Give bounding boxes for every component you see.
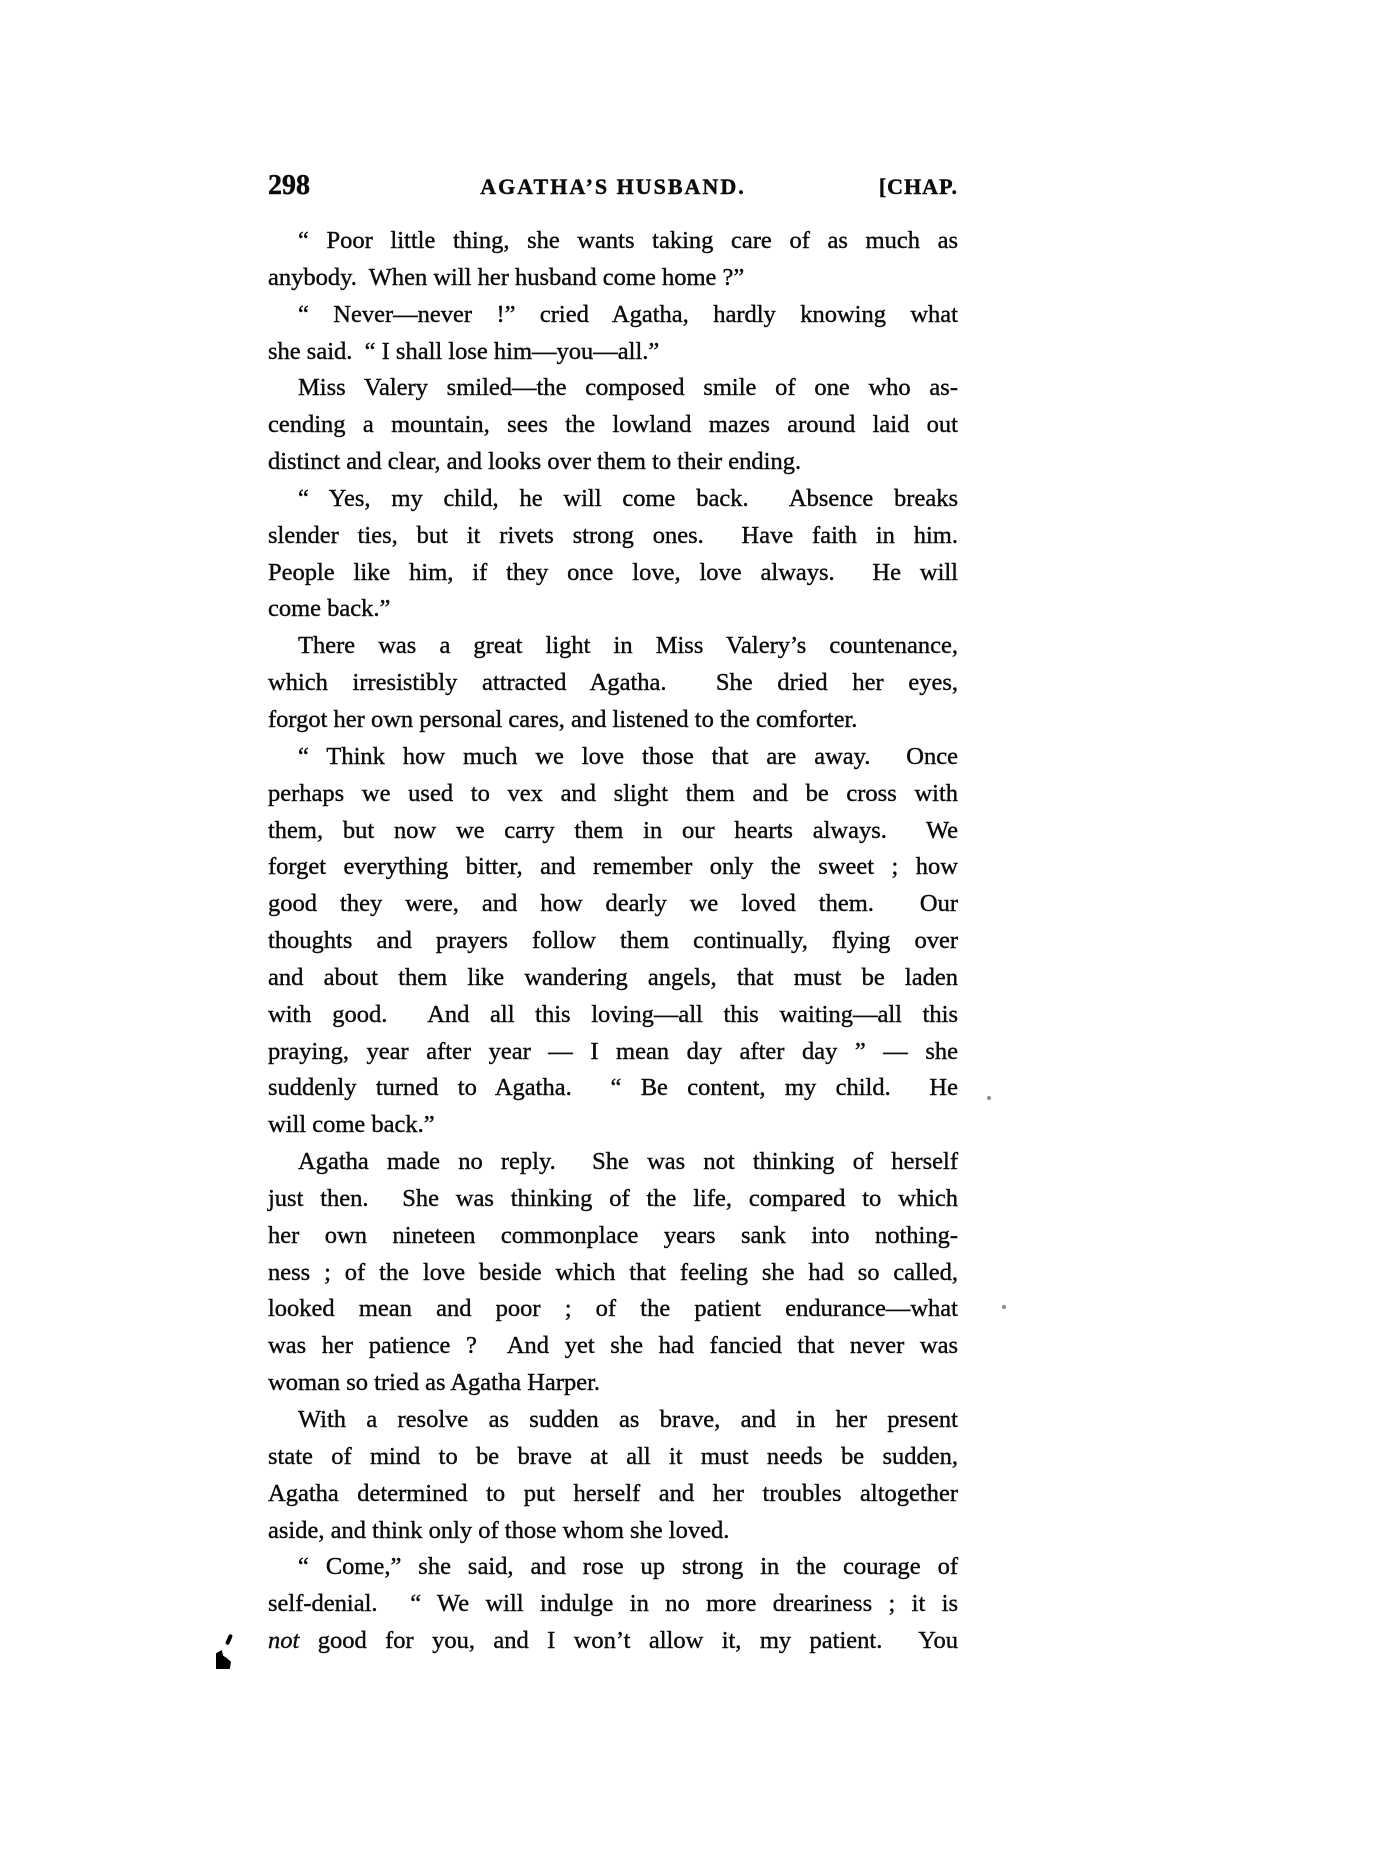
paragraph bbox=[268, 739, 958, 1144]
text-line: she said. “ I shall lose him—you—all.” bbox=[268, 337, 660, 365]
text-line: There was a great light in Miss Valery’s countenance, bbox=[298, 632, 958, 660]
text-line: good they were, and how dearly we loved them. Our bbox=[268, 890, 958, 918]
text-line: was her patience ? And yet she had fancied that never was bbox=[268, 1332, 958, 1360]
text-line: ness ; of the love beside which that feeling she had so called, bbox=[268, 1258, 958, 1286]
ink-smudge-blob bbox=[216, 1650, 231, 1669]
paragraph bbox=[268, 1549, 958, 1660]
text-line: cending a mountain, sees the lowland mazes around laid out bbox=[268, 411, 958, 439]
text-line: state of mind to be brave at all it must needs be sudden, bbox=[268, 1442, 958, 1470]
text-line: “ Yes, my child, he will come back. Absence breaks bbox=[298, 484, 958, 512]
text-line: forgot her own personal cares, and listened to the comforter. bbox=[268, 705, 858, 733]
text-line: Agatha made no reply. She was not thinking of herself bbox=[298, 1148, 958, 1176]
paragraph bbox=[268, 628, 958, 739]
text-line: “ Think how much we love those that are away. Once bbox=[298, 742, 958, 770]
text-line: perhaps we used to vex and slight them and be cross with bbox=[268, 779, 958, 807]
text-line: “ Come,” she said, and rose up strong in the courage of bbox=[298, 1553, 958, 1581]
text-line: which irresistibly attracted Agatha. She dried her eyes, bbox=[268, 669, 958, 697]
text-line: self-denial. “ We will indulge in no more dreariness ; it is bbox=[268, 1590, 958, 1618]
paragraph bbox=[268, 1402, 958, 1549]
text-line: come back.” bbox=[268, 595, 391, 623]
text-line: “ Poor little thing, she wants taking care of as much as bbox=[298, 227, 958, 254]
text-line: and about them like wandering angels, that must be laden bbox=[268, 963, 958, 991]
text-line: anybody. When will her husband come home ?” bbox=[268, 263, 745, 291]
text-line: distinct and clear, and looks over them to their ending. bbox=[268, 448, 802, 476]
text-line: not good for you, and I won’t allow it, my patient. You bbox=[268, 1627, 958, 1655]
text-line: aside, and think only of those whom she loved. bbox=[268, 1516, 730, 1544]
running-title: AGATHA’S HUSBAND. bbox=[480, 174, 746, 199]
paragraph bbox=[268, 481, 958, 628]
text-line: woman so tried as Agatha Harper. bbox=[268, 1369, 601, 1397]
ink-smudge-tick bbox=[225, 1634, 233, 1646]
paragraph bbox=[268, 370, 958, 481]
text-line: Miss Valery smiled—the composed smile of one who as- bbox=[298, 374, 958, 402]
text-line: looked mean and poor ; of the patient endurance—what bbox=[268, 1295, 958, 1323]
chapter-marker: [CHAP. bbox=[878, 174, 958, 199]
text-line: forget everything bitter, and remember only the sweet ; how bbox=[268, 853, 958, 881]
text-line: People like him, if they once love, love always. He will bbox=[268, 558, 958, 586]
text-line: thoughts and prayers follow them continually, flying over bbox=[268, 927, 958, 955]
paragraph bbox=[268, 1144, 958, 1402]
paragraph bbox=[268, 223, 958, 297]
text-line: praying, year after year — I mean day after day ” — she bbox=[268, 1037, 958, 1065]
text-line: with good. And all this loving—all this waiting—all this bbox=[268, 1000, 958, 1028]
page-body bbox=[268, 223, 958, 1660]
text-line: will come back.” bbox=[268, 1111, 435, 1139]
text-line: Agatha determined to put herself and her troubles altogether bbox=[268, 1479, 958, 1507]
text-line: them, but now we carry them in our hearts always. We bbox=[268, 816, 958, 844]
ink-speck bbox=[1002, 1305, 1006, 1309]
running-header bbox=[268, 170, 958, 202]
text-line: her own nineteen commonplace years sank into nothing- bbox=[268, 1221, 958, 1249]
text-line: “ Never—never !” cried Agatha, hardly knowing what bbox=[298, 300, 958, 328]
text-line: slender ties, but it rivets strong ones. Have faith in him. bbox=[268, 521, 958, 549]
page-number: 298 bbox=[268, 170, 310, 201]
text-line: With a resolve as sudden as brave, and in her present bbox=[298, 1406, 958, 1433]
paragraph bbox=[268, 297, 958, 371]
text-line: suddenly turned to Agatha. “ Be content, my child. He bbox=[268, 1074, 958, 1102]
text-line: just then. She was thinking of the life, compared to which bbox=[268, 1184, 958, 1212]
ink-speck bbox=[987, 1096, 991, 1100]
